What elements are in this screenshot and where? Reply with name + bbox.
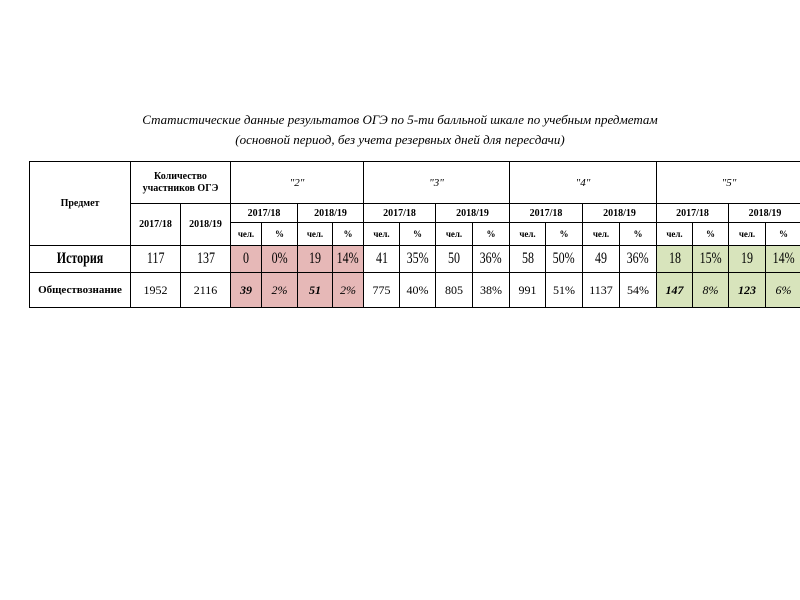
header-unit: чел. [298, 223, 333, 246]
row-participants: 137 [181, 246, 231, 273]
header-year: 2017/18 [657, 204, 729, 223]
table-cell: 40% [400, 273, 436, 308]
table-cell: 991 [510, 273, 546, 308]
table-cell: 54% [620, 273, 657, 308]
row-subject: Обществознание [30, 273, 131, 308]
row-participants: 2116 [181, 273, 231, 308]
header-year: 2018/19 [298, 204, 364, 223]
table-row [30, 246, 800, 273]
document-title [0, 110, 800, 150]
header-unit: % [473, 223, 510, 246]
table-cell: 775 [364, 273, 400, 308]
table-cell: 1137 [583, 273, 620, 308]
table-cell: 36% [473, 246, 510, 273]
row-participants: 1952 [131, 273, 181, 308]
table-cell: 15% [693, 246, 729, 273]
table-cell: 36% [620, 246, 657, 273]
header-unit: % [620, 223, 657, 246]
header-subject: Предмет [30, 162, 131, 246]
table-cell: 50 [436, 246, 473, 273]
title-line-1: Статистические данные результатов ОГЭ по 5-ти балльной шкале по учебным предметам [142, 112, 658, 127]
header-unit: % [546, 223, 583, 246]
table-cell: 8% [693, 273, 729, 308]
header-unit: чел. [729, 223, 766, 246]
table-cell: 805 [436, 273, 473, 308]
table-cell: 2% [333, 273, 364, 308]
header-grade-3: "3" [364, 162, 510, 204]
header-grade-5: "5" [657, 162, 800, 204]
header-participants: Количество участников ОГЭ [131, 162, 231, 204]
header-unit: чел. [583, 223, 620, 246]
header-year: 2018/19 [729, 204, 800, 223]
table-cell: 6% [766, 273, 800, 308]
row-subject: История [30, 246, 131, 273]
header-participants-year-1: 2017/18 [131, 204, 181, 246]
table-cell: 51% [546, 273, 583, 308]
header-row-years [30, 204, 800, 223]
header-row-grades [30, 162, 800, 204]
table-cell: 35% [400, 246, 436, 273]
header-grade-4: "4" [510, 162, 657, 204]
table-cell: 0 [231, 246, 262, 273]
header-grade-2: "2" [231, 162, 364, 204]
header-unit: чел. [231, 223, 262, 246]
header-year: 2017/18 [231, 204, 298, 223]
header-year: 2017/18 [510, 204, 583, 223]
header-unit: чел. [510, 223, 546, 246]
table-cell: 58 [510, 246, 546, 273]
header-year: 2017/18 [364, 204, 436, 223]
table-cell: 147 [657, 273, 693, 308]
header-unit: чел. [364, 223, 400, 246]
header-unit: % [693, 223, 729, 246]
table-cell: 18 [657, 246, 693, 273]
table-cell: 49 [583, 246, 620, 273]
header-year: 2018/19 [583, 204, 657, 223]
table-cell: 0% [262, 246, 298, 273]
table-cell: 14% [766, 246, 800, 273]
table-cell: 51 [298, 273, 333, 308]
header-unit: чел. [436, 223, 473, 246]
table-cell: 19 [298, 246, 333, 273]
header-year: 2018/19 [436, 204, 510, 223]
table-cell: 41 [364, 246, 400, 273]
table-cell: 39 [231, 273, 262, 308]
table-row [30, 273, 800, 308]
results-table [29, 161, 800, 308]
title-line-2: (основной период, без учета резервных дней для пересдачи) [235, 132, 565, 147]
table-cell: 14% [333, 246, 364, 273]
table-cell: 123 [729, 273, 766, 308]
header-unit: чел. [657, 223, 693, 246]
header-unit: % [262, 223, 298, 246]
header-unit: % [333, 223, 364, 246]
table-cell: 19 [729, 246, 766, 273]
header-unit: % [400, 223, 436, 246]
table-cell: 50% [546, 246, 583, 273]
header-unit: % [766, 223, 800, 246]
header-participants-year-2: 2018/19 [181, 204, 231, 246]
row-participants: 117 [131, 246, 181, 273]
table-cell: 38% [473, 273, 510, 308]
table-cell: 2% [262, 273, 298, 308]
